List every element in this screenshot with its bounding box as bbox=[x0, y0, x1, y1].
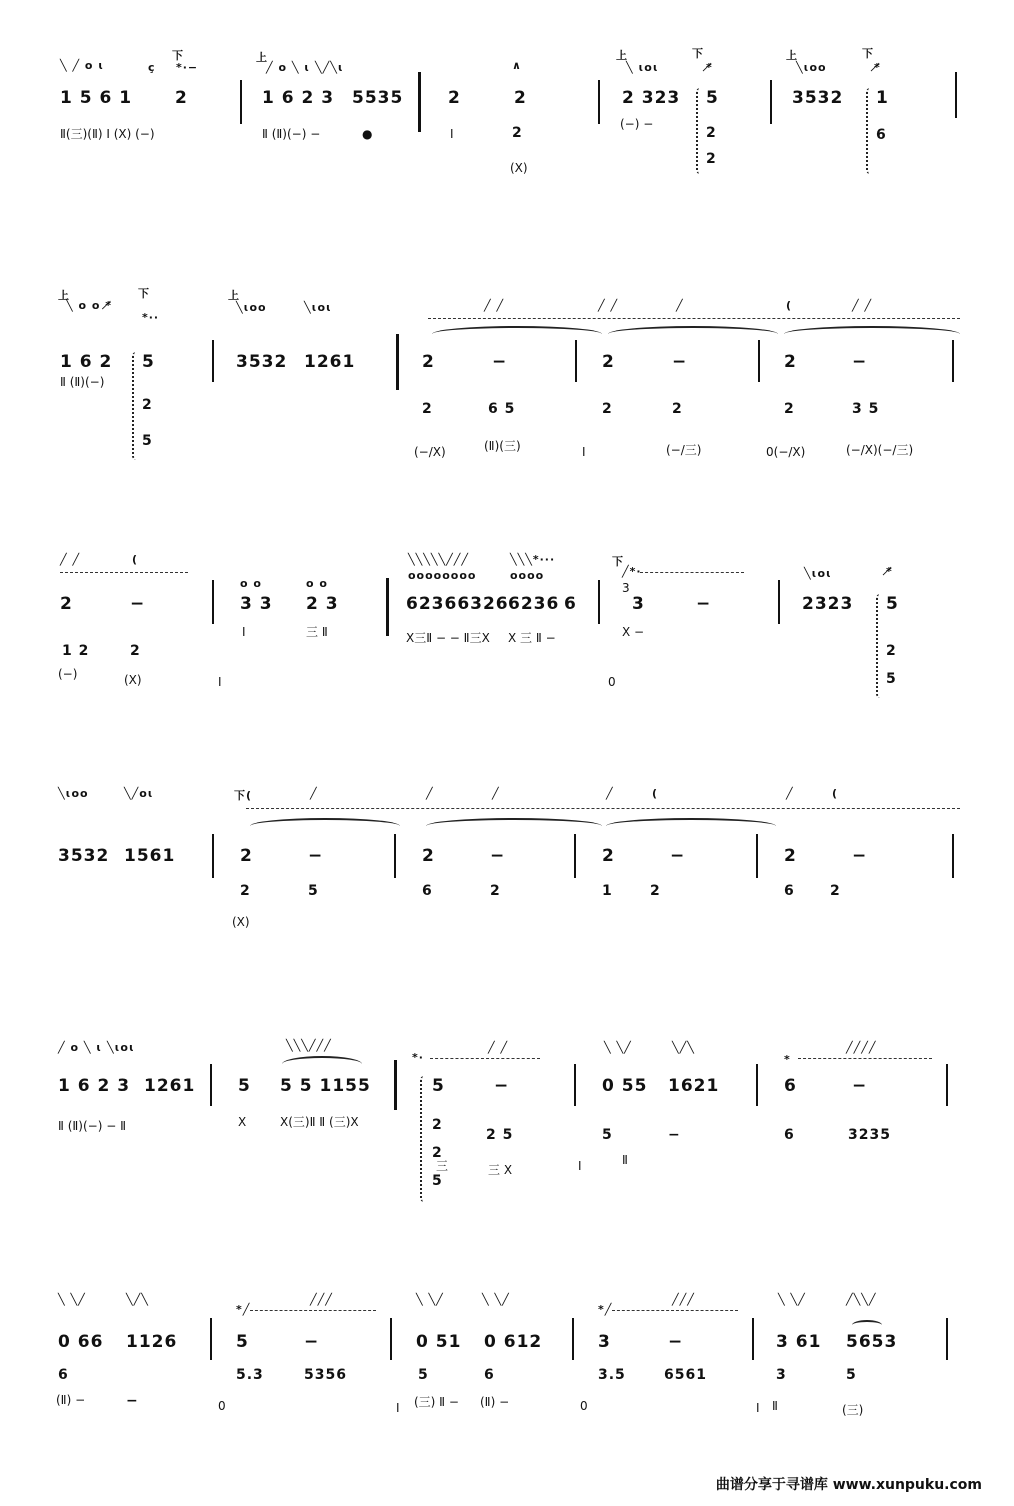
fingering-marks: ╱ bbox=[786, 787, 794, 800]
lower-note: 2 bbox=[512, 125, 523, 141]
fingering-marks: ╲ɩοο bbox=[58, 787, 89, 800]
lower-note: 6 bbox=[784, 1127, 795, 1143]
melody-notes: − bbox=[668, 1332, 684, 1352]
fingering-symbols: (X) bbox=[510, 161, 528, 175]
fingering-marks: ╲╱╲ bbox=[126, 1293, 149, 1306]
fingering-symbols: (X) bbox=[124, 673, 142, 687]
melody-notes: 2 bbox=[514, 88, 527, 108]
melody-notes: − bbox=[130, 594, 146, 614]
fingering-symbols: 0 bbox=[608, 675, 616, 689]
fingering-marks: ╲ ╲╱ bbox=[416, 1293, 444, 1306]
fingering-marks: ╲╲╲╲╲╱╱╱ bbox=[408, 553, 469, 566]
fingering-symbols: Ⅱ bbox=[622, 1153, 628, 1167]
melody-notes: 1126 bbox=[126, 1332, 178, 1352]
barline bbox=[575, 340, 577, 382]
fingering-marks: ╱ ο ╲ ɩ ╲╱╲ɩ bbox=[266, 61, 344, 74]
lower-note: − bbox=[126, 1393, 139, 1409]
barline bbox=[756, 834, 758, 878]
melody-notes: 0 612 bbox=[484, 1332, 543, 1352]
fingering-symbols: Ⅰ bbox=[450, 127, 454, 141]
melody-notes: 5653 bbox=[846, 1332, 898, 1352]
fingering-symbols: (−/三) bbox=[666, 443, 702, 457]
melody-notes: 5535 bbox=[352, 88, 404, 108]
barline bbox=[955, 72, 957, 118]
lower-note: 1 bbox=[602, 883, 613, 899]
tie-slur bbox=[852, 1320, 882, 1330]
melody-notes: − bbox=[670, 846, 686, 866]
fingering-symbols: Ⅰ bbox=[396, 1401, 400, 1415]
melody-notes: 3 3 bbox=[240, 594, 273, 614]
melody-notes: 5 bbox=[432, 1076, 445, 1096]
lower-note: 2 bbox=[602, 401, 613, 417]
fingering-symbols: Ⅰ bbox=[582, 445, 586, 459]
melody-notes: 1261 bbox=[144, 1076, 196, 1096]
lower-note: 2 bbox=[706, 151, 717, 167]
barline bbox=[952, 834, 954, 878]
melody-notes: 2 323 bbox=[622, 88, 681, 108]
fingering-symbols: X(三)Ⅱ Ⅱ (三)X bbox=[280, 1115, 359, 1129]
tie-slur bbox=[606, 818, 776, 834]
harmonic-marks: ο ο bbox=[240, 577, 262, 590]
lower-note: 1 2 bbox=[62, 643, 90, 659]
fingering-symbols: X 三 Ⅱ − bbox=[508, 631, 556, 645]
melody-notes: − bbox=[852, 846, 868, 866]
barline bbox=[210, 1064, 212, 1106]
tie-slur bbox=[250, 818, 400, 834]
barline bbox=[778, 580, 780, 624]
melody-notes: 3532 bbox=[58, 846, 110, 866]
melody-notes: 1 6 2 3 bbox=[58, 1076, 131, 1096]
fingering-symbols: (三) bbox=[842, 1403, 864, 1417]
harmonic-mark: *̸ bbox=[886, 565, 893, 578]
barline bbox=[574, 1064, 576, 1106]
harmonic-line bbox=[246, 808, 960, 809]
melody-notes: 2 bbox=[60, 594, 73, 614]
fingering-marks: ╱ bbox=[676, 299, 684, 312]
melody-notes: 5 bbox=[886, 594, 899, 614]
melody-notes: 1 bbox=[876, 88, 889, 108]
lower-note: 5 bbox=[418, 1367, 429, 1383]
melody-notes: 1 6 2 bbox=[60, 352, 113, 372]
fingering-symbols: (−/X)(−/三) bbox=[846, 443, 914, 457]
melody-notes: 2 bbox=[784, 352, 797, 372]
barline bbox=[572, 1318, 574, 1360]
melody-notes: 3 bbox=[632, 594, 645, 614]
harmonic-mark: *· bbox=[412, 1051, 424, 1064]
melody-notes: 6236 bbox=[508, 594, 560, 614]
harmonic-mark: *╱ bbox=[598, 1303, 613, 1316]
lower-note: 6561 bbox=[664, 1367, 707, 1383]
fingering-symbols: (X) bbox=[232, 915, 250, 929]
harmonic-line bbox=[428, 318, 960, 319]
fingering-marks: ╲ ɩοɩ bbox=[626, 61, 659, 74]
barline bbox=[394, 834, 396, 878]
melody-notes: 3 61 bbox=[776, 1332, 822, 1352]
melody-notes: 0 55 bbox=[602, 1076, 648, 1096]
lower-note: 6 bbox=[422, 883, 433, 899]
melody-notes: − bbox=[308, 846, 324, 866]
fingering-symbols: Ⅱ(三)(Ⅱ) Ⅰ (X) (−) bbox=[60, 127, 155, 141]
lower-note: 5 bbox=[308, 883, 319, 899]
barline bbox=[946, 1318, 948, 1360]
fingering-symbols: (−/X) bbox=[414, 445, 446, 459]
fingering-marks: ╱╲╲╱ bbox=[846, 1293, 877, 1306]
fingering-symbols: 三 X bbox=[488, 1163, 513, 1177]
melody-notes: 2 bbox=[422, 846, 435, 866]
fingering-marks: ╲ ╲╱ bbox=[604, 1041, 632, 1054]
fingering-marks: ╱ bbox=[426, 787, 434, 800]
melody-notes: − bbox=[696, 594, 712, 614]
ornament-mark: ç bbox=[148, 61, 156, 74]
fermata-mark: ∧ bbox=[512, 59, 522, 72]
fingering-marks: ( bbox=[832, 787, 839, 800]
lower-note: 5 bbox=[142, 433, 153, 449]
harmonic-mark: *·· bbox=[142, 311, 160, 324]
lower-note: 6 bbox=[876, 127, 887, 143]
lower-note: 2 bbox=[706, 125, 717, 141]
lower-note: 2 bbox=[830, 883, 841, 899]
lower-note: 2 bbox=[432, 1117, 443, 1133]
fingering-symbols: X − bbox=[622, 625, 645, 639]
fingering-marks: ╱ ╱ bbox=[60, 553, 81, 566]
fingering-marks: ╲ɩοɩ bbox=[304, 301, 332, 314]
melody-notes: 1621 bbox=[668, 1076, 720, 1096]
tie-slur bbox=[608, 326, 778, 342]
fingering-marks: ( bbox=[652, 787, 659, 800]
barline bbox=[386, 578, 389, 636]
melody-notes: − bbox=[852, 352, 868, 372]
fingering-marks: ╲ ╱ ο ɩ bbox=[60, 59, 105, 72]
melody-notes: 2 bbox=[602, 352, 615, 372]
lower-note: 2 bbox=[490, 883, 501, 899]
barline bbox=[756, 1064, 758, 1106]
melody-notes: 0 51 bbox=[416, 1332, 462, 1352]
lower-note: 2 bbox=[672, 401, 683, 417]
fingering-symbols: X三Ⅱ − − Ⅱ三X bbox=[406, 631, 490, 645]
harmonic-marks: ο ο bbox=[306, 577, 328, 590]
melody-notes: 6 bbox=[564, 594, 577, 614]
barline bbox=[598, 80, 600, 124]
melody-notes: − bbox=[494, 1076, 510, 1096]
fingering-symbols: (Ⅱ) − bbox=[480, 1395, 510, 1409]
harmonic-mark: *·− bbox=[176, 61, 199, 74]
fingering-marks: ╱╱╱ bbox=[310, 1293, 333, 1306]
barline bbox=[390, 1318, 392, 1360]
fingering-symbols: Ⅰ bbox=[242, 625, 246, 639]
fingering-symbols: 0(−/X) bbox=[766, 445, 806, 459]
position-mark: 下 bbox=[612, 555, 624, 568]
fingering-marks: ╲ɩοο bbox=[796, 61, 827, 74]
barline bbox=[758, 340, 760, 382]
barline bbox=[946, 1064, 948, 1106]
lower-note: 2 bbox=[142, 397, 153, 413]
lower-note: 3.5 bbox=[598, 1367, 626, 1383]
melody-notes: − bbox=[852, 1076, 868, 1096]
melody-notes: 5 5 1155 bbox=[280, 1076, 371, 1096]
melody-notes: 2 bbox=[240, 846, 253, 866]
fingering-symbols: Ⅱ bbox=[772, 1399, 778, 1413]
barline bbox=[210, 1318, 212, 1360]
position-mark: 下 bbox=[862, 47, 874, 60]
fingering-symbols: (−) bbox=[58, 667, 78, 681]
harmonic-mark: *̸ bbox=[874, 61, 881, 74]
melody-notes: 2 bbox=[784, 846, 797, 866]
barline bbox=[598, 580, 600, 624]
fingering-symbols: Ⅱ (Ⅱ)(−) bbox=[60, 375, 105, 389]
melody-notes: 5 bbox=[706, 88, 719, 108]
lower-note: 6 5 bbox=[488, 401, 516, 417]
fingering-marks: ( bbox=[786, 299, 793, 312]
fingering-marks: ( bbox=[132, 553, 139, 566]
lower-note: 6 bbox=[784, 883, 795, 899]
melody-notes: − bbox=[492, 352, 508, 372]
barline bbox=[212, 580, 214, 624]
fingering-symbols: Ⅱ (Ⅱ)(−) − bbox=[262, 127, 321, 141]
barline bbox=[212, 340, 214, 382]
lower-note: 5 bbox=[846, 1367, 857, 1383]
harmonic-mark: *̸ bbox=[706, 61, 713, 74]
barline bbox=[752, 1318, 754, 1360]
melody-notes: 3 bbox=[598, 1332, 611, 1352]
melody-notes: 0 66 bbox=[58, 1332, 104, 1352]
lower-note: 5 bbox=[432, 1173, 443, 1189]
fingering-marks: ╲╱οɩ bbox=[124, 787, 154, 800]
fingering-symbols: 3 bbox=[622, 581, 630, 595]
position-mark: 下 bbox=[172, 49, 184, 62]
harmonic-line bbox=[612, 1310, 738, 1311]
fingering-symbols: Ⅰ bbox=[218, 675, 222, 689]
fingering-marks: ╱ bbox=[606, 787, 614, 800]
tie-slur bbox=[426, 818, 602, 834]
position-mark: 上 bbox=[256, 51, 268, 64]
fingering-marks: ╲╲╲*··· bbox=[510, 553, 556, 566]
lower-note: 2 bbox=[784, 401, 795, 417]
harmonic-line bbox=[60, 572, 188, 573]
melody-notes: 2 bbox=[602, 846, 615, 866]
lower-note: 2 5 bbox=[486, 1127, 514, 1143]
tie-slur bbox=[282, 1056, 362, 1072]
lower-note: 3235 bbox=[848, 1127, 891, 1143]
melody-notes: 1 6 2 3 bbox=[262, 88, 335, 108]
melody-notes: 2 3 bbox=[306, 594, 339, 614]
harmonic-mark: *╱ bbox=[236, 1303, 251, 1316]
fingering-symbols: 三 Ⅱ bbox=[306, 625, 328, 639]
fingering-symbols: 三 bbox=[436, 1159, 449, 1173]
melody-notes: 5 bbox=[238, 1076, 251, 1096]
lower-note: 2 bbox=[886, 643, 897, 659]
lower-note: 6 bbox=[58, 1367, 69, 1383]
fingering-symbols: 0 bbox=[218, 1399, 226, 1413]
fingering-marks: ╲ ╲╱ bbox=[58, 1293, 86, 1306]
barline bbox=[394, 1060, 397, 1110]
fingering-marks: ╲ ╲╱ bbox=[482, 1293, 510, 1306]
harmonic-line bbox=[430, 1058, 540, 1059]
lower-note: 2 bbox=[422, 401, 433, 417]
fingering-marks: ╱ ╱ bbox=[852, 299, 873, 312]
harmonic-line bbox=[250, 1310, 376, 1311]
melody-notes: 2 bbox=[422, 352, 435, 372]
fingering-marks: ╱ bbox=[492, 787, 500, 800]
barline bbox=[770, 80, 772, 124]
chord-brace bbox=[132, 352, 140, 460]
fingering-marks: ╱ ╱ bbox=[598, 299, 619, 312]
harmonic-mark: ╱*· bbox=[622, 565, 642, 578]
fingering-symbols: Ⅱ (Ⅱ)(−) − Ⅱ bbox=[58, 1119, 126, 1133]
position-mark: 上 bbox=[58, 289, 70, 302]
chord-brace bbox=[866, 88, 874, 174]
harmonic-mark: * bbox=[784, 1053, 791, 1066]
position-mark: 下 bbox=[692, 47, 704, 60]
fingering-marks: ╲╱╲ bbox=[672, 1041, 695, 1054]
barline bbox=[396, 334, 399, 390]
lower-note: 3 5 bbox=[852, 401, 880, 417]
fingering-marks: ╱╱╱ bbox=[672, 1293, 695, 1306]
lower-note: 2 bbox=[432, 1145, 443, 1161]
barline bbox=[418, 72, 421, 132]
harmonic-line bbox=[798, 1058, 932, 1059]
barline bbox=[240, 80, 242, 124]
source-watermark: 曲谱分享于寻谱库 www.xunpuku.com bbox=[715, 1477, 982, 1493]
position-mark: 上 bbox=[228, 289, 240, 302]
position-mark: 上 bbox=[786, 49, 798, 62]
lower-note: 3 bbox=[776, 1367, 787, 1383]
lower-note: 2 bbox=[650, 883, 661, 899]
lower-note: 5 bbox=[886, 671, 897, 687]
melody-notes: 62366326 bbox=[406, 594, 509, 614]
fingering-symbols: ● bbox=[362, 127, 373, 141]
melody-notes: − bbox=[672, 352, 688, 372]
fingering-marks: ╲ ╲╱ bbox=[778, 1293, 806, 1306]
position-mark: 下 bbox=[138, 287, 150, 300]
lower-note: 5356 bbox=[304, 1367, 347, 1383]
fingering-symbols: Ⅰ bbox=[756, 1401, 760, 1415]
fingering-symbols: X bbox=[238, 1115, 247, 1129]
position-mark: 上 bbox=[616, 49, 628, 62]
melody-notes: 6 bbox=[784, 1076, 797, 1096]
melody-notes: 1 5 6 1 bbox=[60, 88, 133, 108]
chord-brace bbox=[876, 594, 884, 698]
lower-note: 5 bbox=[602, 1127, 613, 1143]
fingering-marks: ╱ ╱ bbox=[488, 1041, 509, 1054]
melody-notes: 2 bbox=[175, 88, 188, 108]
tie-slur bbox=[784, 326, 960, 342]
melody-notes: 2323 bbox=[802, 594, 854, 614]
fingering-symbols: (−) − bbox=[620, 117, 654, 131]
fingering-symbols: (Ⅱ)(三) bbox=[484, 439, 521, 453]
melody-notes: 5 bbox=[236, 1332, 249, 1352]
harmonic-marks: οοοο bbox=[510, 569, 545, 582]
melody-notes: 5 bbox=[142, 352, 155, 372]
fingering-marks: ╲ɩοɩ bbox=[804, 567, 832, 580]
fingering-marks: ╲ɩοο bbox=[236, 301, 267, 314]
lower-note: − bbox=[668, 1127, 681, 1143]
barline bbox=[212, 834, 214, 878]
fingering-symbols: Ⅰ bbox=[578, 1159, 582, 1173]
position-mark: 下( bbox=[234, 789, 253, 802]
lower-note: 6 bbox=[484, 1367, 495, 1383]
fingering-marks: ╱ ╱ bbox=[484, 299, 505, 312]
chord-brace bbox=[696, 88, 704, 174]
melody-notes: 1561 bbox=[124, 846, 176, 866]
barline bbox=[574, 834, 576, 878]
harmonic-marks: οοοοοοοο bbox=[408, 569, 477, 582]
lower-note: 2 bbox=[240, 883, 251, 899]
melody-notes: 3532 bbox=[792, 88, 844, 108]
fingering-symbols: 0 bbox=[580, 1399, 588, 1413]
fingering-marks: ╱╱╱╱ bbox=[846, 1041, 877, 1054]
melody-notes: − bbox=[304, 1332, 320, 1352]
chord-brace bbox=[420, 1076, 428, 1202]
melody-notes: 3532 bbox=[236, 352, 288, 372]
harmonic-line bbox=[640, 572, 744, 573]
barline bbox=[952, 340, 954, 382]
melody-notes: 2 bbox=[448, 88, 461, 108]
melody-notes: 1261 bbox=[304, 352, 356, 372]
fingering-symbols: (Ⅱ) − bbox=[56, 1393, 86, 1407]
lower-note: 2 bbox=[130, 643, 141, 659]
fingering-marks: ╲ ο ο *̸ bbox=[66, 299, 112, 312]
fingering-marks: ╱ ο ╲ ɩ ╲ɩοɩ bbox=[58, 1041, 135, 1054]
fingering-symbols: (三) Ⅱ − bbox=[414, 1395, 459, 1409]
melody-notes: − bbox=[490, 846, 506, 866]
lower-note: 5.3 bbox=[236, 1367, 264, 1383]
fingering-marks: ╱ bbox=[310, 787, 318, 800]
fingering-marks: ╲╲╲╱╱╱ bbox=[286, 1039, 332, 1052]
